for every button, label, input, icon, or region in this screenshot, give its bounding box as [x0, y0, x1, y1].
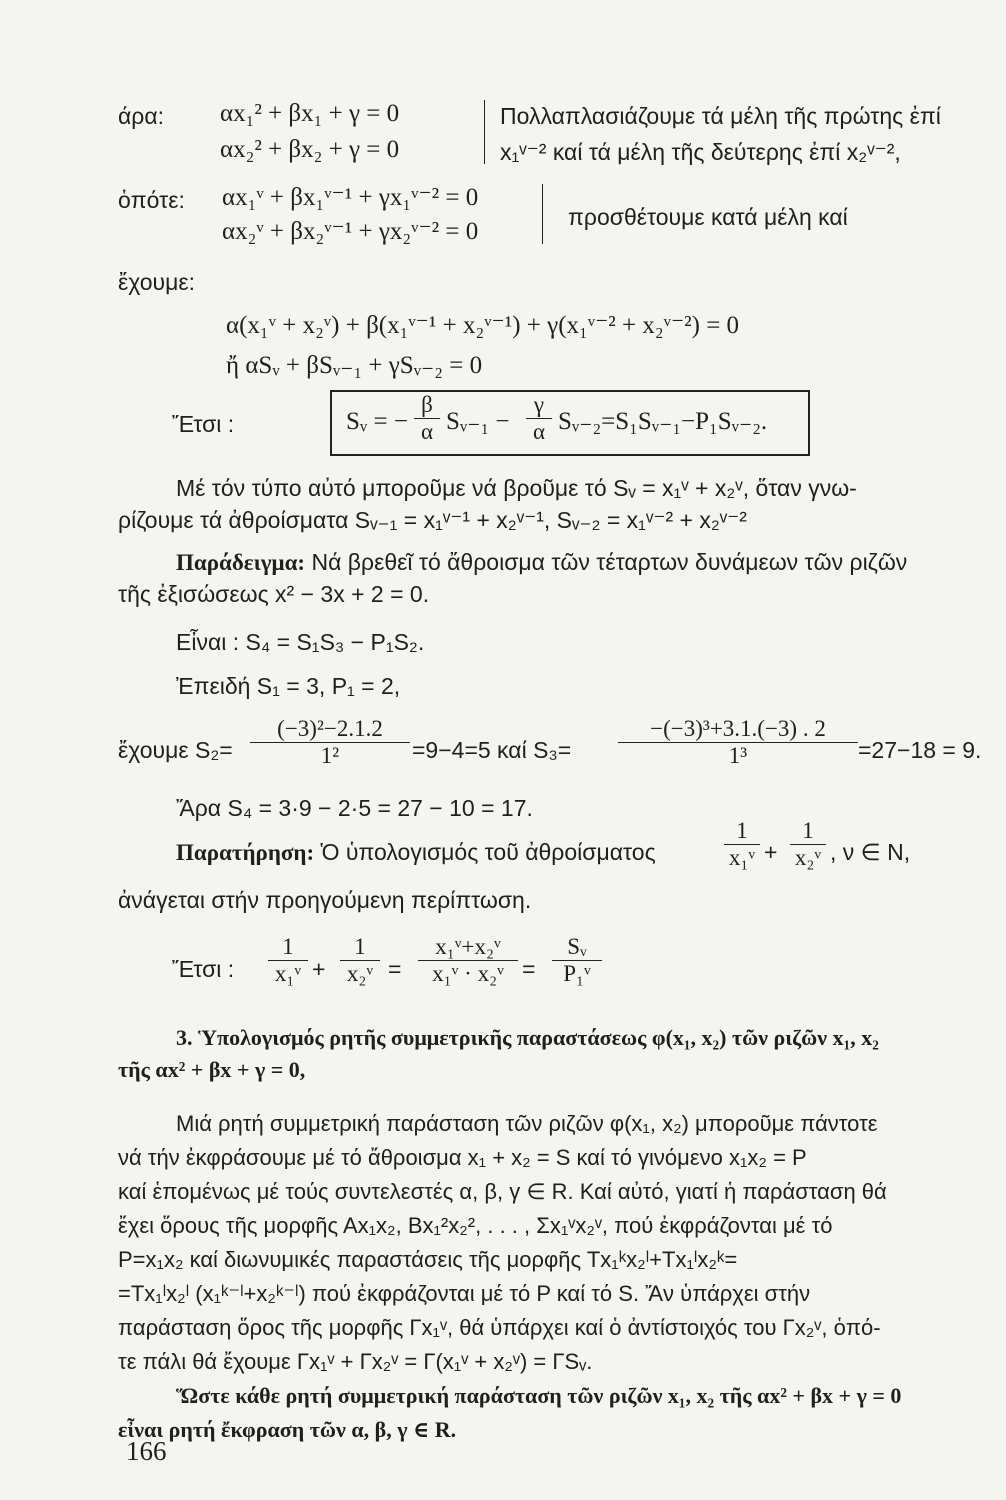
conclusion-line-2: εἶναι ρητή ἔκφραση τῶν α, β, γ ∈ R. — [118, 1417, 457, 1442]
fraction-s2 — [250, 716, 410, 769]
fraction-numerator: 1 — [340, 934, 380, 961]
example-s2-label: ἔχουμε S₂= — [118, 737, 233, 763]
remark-plus: + — [764, 839, 778, 865]
example-equation: τῆς ἐξισώσεως x² − 3x + 2 = 0. — [118, 581, 430, 607]
separator-bar — [484, 100, 485, 164]
remark-heading — [176, 838, 656, 867]
fraction-s3 — [618, 716, 858, 769]
text-formula-use: Μέ τόν τύπο αὐτό μποροῦμε νά βροῦμε τό Sᵥ = x₁ᵛ + x₂ᵛ, ὅταν γνω- — [176, 475, 857, 501]
remark-label: Παρατήρηση: — [176, 840, 315, 865]
body-line-1: Μιά ρητή συμμετρική παράσταση τῶν ριζῶν φ(x₁, x₂) μποροῦμε πάντοτε — [176, 1111, 878, 1136]
body-line-3: καί ἑπομένως μέ τούς συντελεστές α, β, γ ∈ R. Καί αὐτό, γιατί ἡ παράσταση θά — [118, 1179, 887, 1204]
remark-cont: ἀνάγεται στήν προηγούμενη περίπτωση. — [118, 887, 532, 913]
fraction-denominator: x₂ᵛ — [346, 961, 374, 986]
etsi-plus: + — [312, 956, 326, 982]
note-multiply-cont: x₁ᵛ⁻² καί τά μέλη τῆς δεύτερης ἐπί x₂ᵛ⁻², — [500, 139, 901, 165]
fraction-numerator: x₁ᵛ+x₂ᵛ — [418, 934, 518, 961]
fraction-numerator: −(−3)³+3.1.(−3) . 2 — [618, 716, 858, 743]
example-given: Ἐπειδή S₁ = 3, P₁ = 2, — [176, 673, 401, 699]
etsi-equals-2: = — [522, 956, 536, 982]
fraction-denominator: 1² — [320, 743, 340, 768]
remark-text: Ὁ ὑπολογισμός τοῦ ἀθροίσματος — [314, 839, 656, 865]
formula-sv: Sᵥ = − — [346, 408, 408, 435]
label-opote: ὁπότε: — [118, 187, 185, 213]
formula-sv1: Sᵥ₋₁ − — [446, 408, 510, 435]
label-etsi: Ἔτσι : — [172, 411, 235, 437]
page-number: 166 — [126, 1436, 167, 1466]
fraction-sv-p1v — [552, 934, 602, 987]
fraction-denominator: α — [420, 419, 434, 444]
example-text: Νά βρεθεῖ τό ἄθροισμα τῶν τέταρτων δυνάμεων τῶν ριζῶν — [305, 549, 908, 575]
fraction-numerator: γ — [526, 392, 552, 419]
fraction-denominator: 1³ — [728, 743, 748, 768]
equation-x1: αx₁² + βx₁ + γ = 0 — [220, 100, 400, 127]
equation-x1-power: αx₁ᵛ + βx₁ᵛ⁻¹ + γx₁ᵛ⁻² = 0 — [222, 184, 479, 211]
separator-bar — [542, 184, 543, 244]
fraction-denominator: x₁ᵛ · x₂ᵛ — [432, 961, 504, 986]
remark-domain: , ν ∈ N, — [830, 839, 911, 865]
body-line-4: ἔχει ὅρους τῆς μορφῆς Αx₁x₂, Βx₁²x₂², . . . , Σx₁ᵛx₂ᵛ, πού ἐκφράζονται μέ τό — [118, 1213, 833, 1238]
fraction-denominator: P₁ᵛ — [563, 961, 591, 986]
fraction-sum-product — [418, 934, 518, 987]
example-s2-result: =9−4=5 καί S₃= — [412, 737, 572, 763]
fraction-denominator: α — [532, 419, 546, 444]
example-s3-result: =27−18 = 9. — [858, 737, 982, 763]
body-line-6: =Τx₁ˡx₂ˡ (x₁ᵏ⁻ˡ+x₂ᵏ⁻ˡ) πού ἐκφράζονται μέ τό P καί τό S. Ἄν ὑπάρχει στήν — [118, 1281, 811, 1306]
fraction-gamma-alpha — [526, 392, 552, 445]
fraction-numerator: β — [414, 392, 440, 419]
section-heading-cont: τῆς αx² + βx + γ = 0, — [118, 1057, 306, 1082]
fraction-numerator: 1 — [724, 818, 760, 845]
label-exoume: ἔχουμε: — [118, 269, 195, 295]
fraction-beta-alpha — [414, 392, 440, 445]
fraction-numerator: 1 — [790, 818, 826, 845]
equation-recurrence: ἤ αSᵥ + βSᵥ₋₁ + γSᵥ₋₂ = 0 — [226, 352, 483, 379]
fraction-1-x1v — [724, 818, 760, 871]
body-line-7: παράσταση ὅρος τῆς μορφῆς Γx₁ᵛ, θά ὑπάρχει καί ὁ ἀντίστοιχός του Γx₂ᵛ, ὁπό- — [118, 1315, 881, 1340]
fraction-numerator: 1 — [268, 934, 308, 961]
equation-x2: αx₂² + βx₂ + γ = 0 — [220, 136, 400, 163]
example-heading — [176, 548, 907, 577]
fraction-1-x2v-b — [340, 934, 380, 987]
fraction-denominator: x₁ᵛ — [728, 845, 756, 870]
etsi-equals-1: = — [388, 956, 402, 982]
section-heading: 3. Ὑπολογισμός ρητῆς συμμετρικῆς παραστάσεως φ(x₁, x₂) τῶν ριζῶν x₁, x₂ — [176, 1025, 879, 1050]
example-label: Παράδειγμα: — [176, 550, 306, 575]
body-line-2: νά τήν ἐκφράσουμε μέ τό ἄθροισμα x₁ + x₂ = S καί τό γινόμενο x₁x₂ = P — [118, 1145, 807, 1170]
body-line-8: τε πάλι θά ἔχουμε Γx₁ᵛ + Γx₂ᵛ = Γ(x₁ᵛ + x₂ᵛ) = ΓSᵥ. — [118, 1349, 593, 1374]
note-multiply: Πολλαπλασιάζουμε τά μέλη τῆς πρώτης ἐπί — [500, 103, 941, 129]
formula-sv2: Sᵥ₋₂=S₁Sᵥ₋₁−P₁Sᵥ₋₂. — [558, 408, 768, 435]
body-line-5: P=x₁x₂ καί διωνυμικές παραστάσεις τῆς μορφῆς Τx₁ᵏx₂ˡ+Τx₁ˡx₂ᵏ= — [118, 1247, 738, 1272]
note-add: προσθέτουμε κατά μέλη καί — [568, 204, 848, 230]
text-formula-use-cont: ρίζουμε τά ἀθροίσματα Sᵥ₋₁ = x₁ᵛ⁻¹ + x₂ᵛ⁻¹, Sᵥ₋₂ = x₁ᵛ⁻² + x₂ᵛ⁻² — [118, 507, 747, 533]
label-etsi-2: Ἔτσι : — [172, 956, 235, 982]
fraction-1-x2v — [790, 818, 826, 871]
label-ara: άρα: — [118, 103, 165, 129]
example-s4-result: Ἄρα S₄ = 3·9 − 2·5 = 27 − 10 = 17. — [176, 795, 533, 821]
equation-sum: α(x₁ᵛ + x₂ᵛ) + β(x₁ᵛ⁻¹ + x₂ᵛ⁻¹) + γ(x₁ᵛ⁻² + x₂ᵛ⁻²) = 0 — [226, 312, 740, 339]
example-s4: Εἶναι : S₄ = S₁S₃ − P₁S₂. — [176, 629, 425, 655]
fraction-1-x1v-b — [268, 934, 308, 987]
fraction-denominator: x₂ᵛ — [794, 845, 822, 870]
fraction-numerator: (−3)²−2.1.2 — [250, 716, 410, 743]
equation-x2-power: αx₂ᵛ + βx₂ᵛ⁻¹ + γx₂ᵛ⁻² = 0 — [222, 218, 479, 245]
fraction-numerator: Sᵥ — [552, 934, 602, 961]
conclusion-line-1: Ὥστε κάθε ρητή συμμετρική παράσταση τῶν ριζῶν x₁, x₂ τῆς αx² + βx + γ = 0 — [176, 1383, 902, 1408]
fraction-denominator: x₁ᵛ — [274, 961, 302, 986]
